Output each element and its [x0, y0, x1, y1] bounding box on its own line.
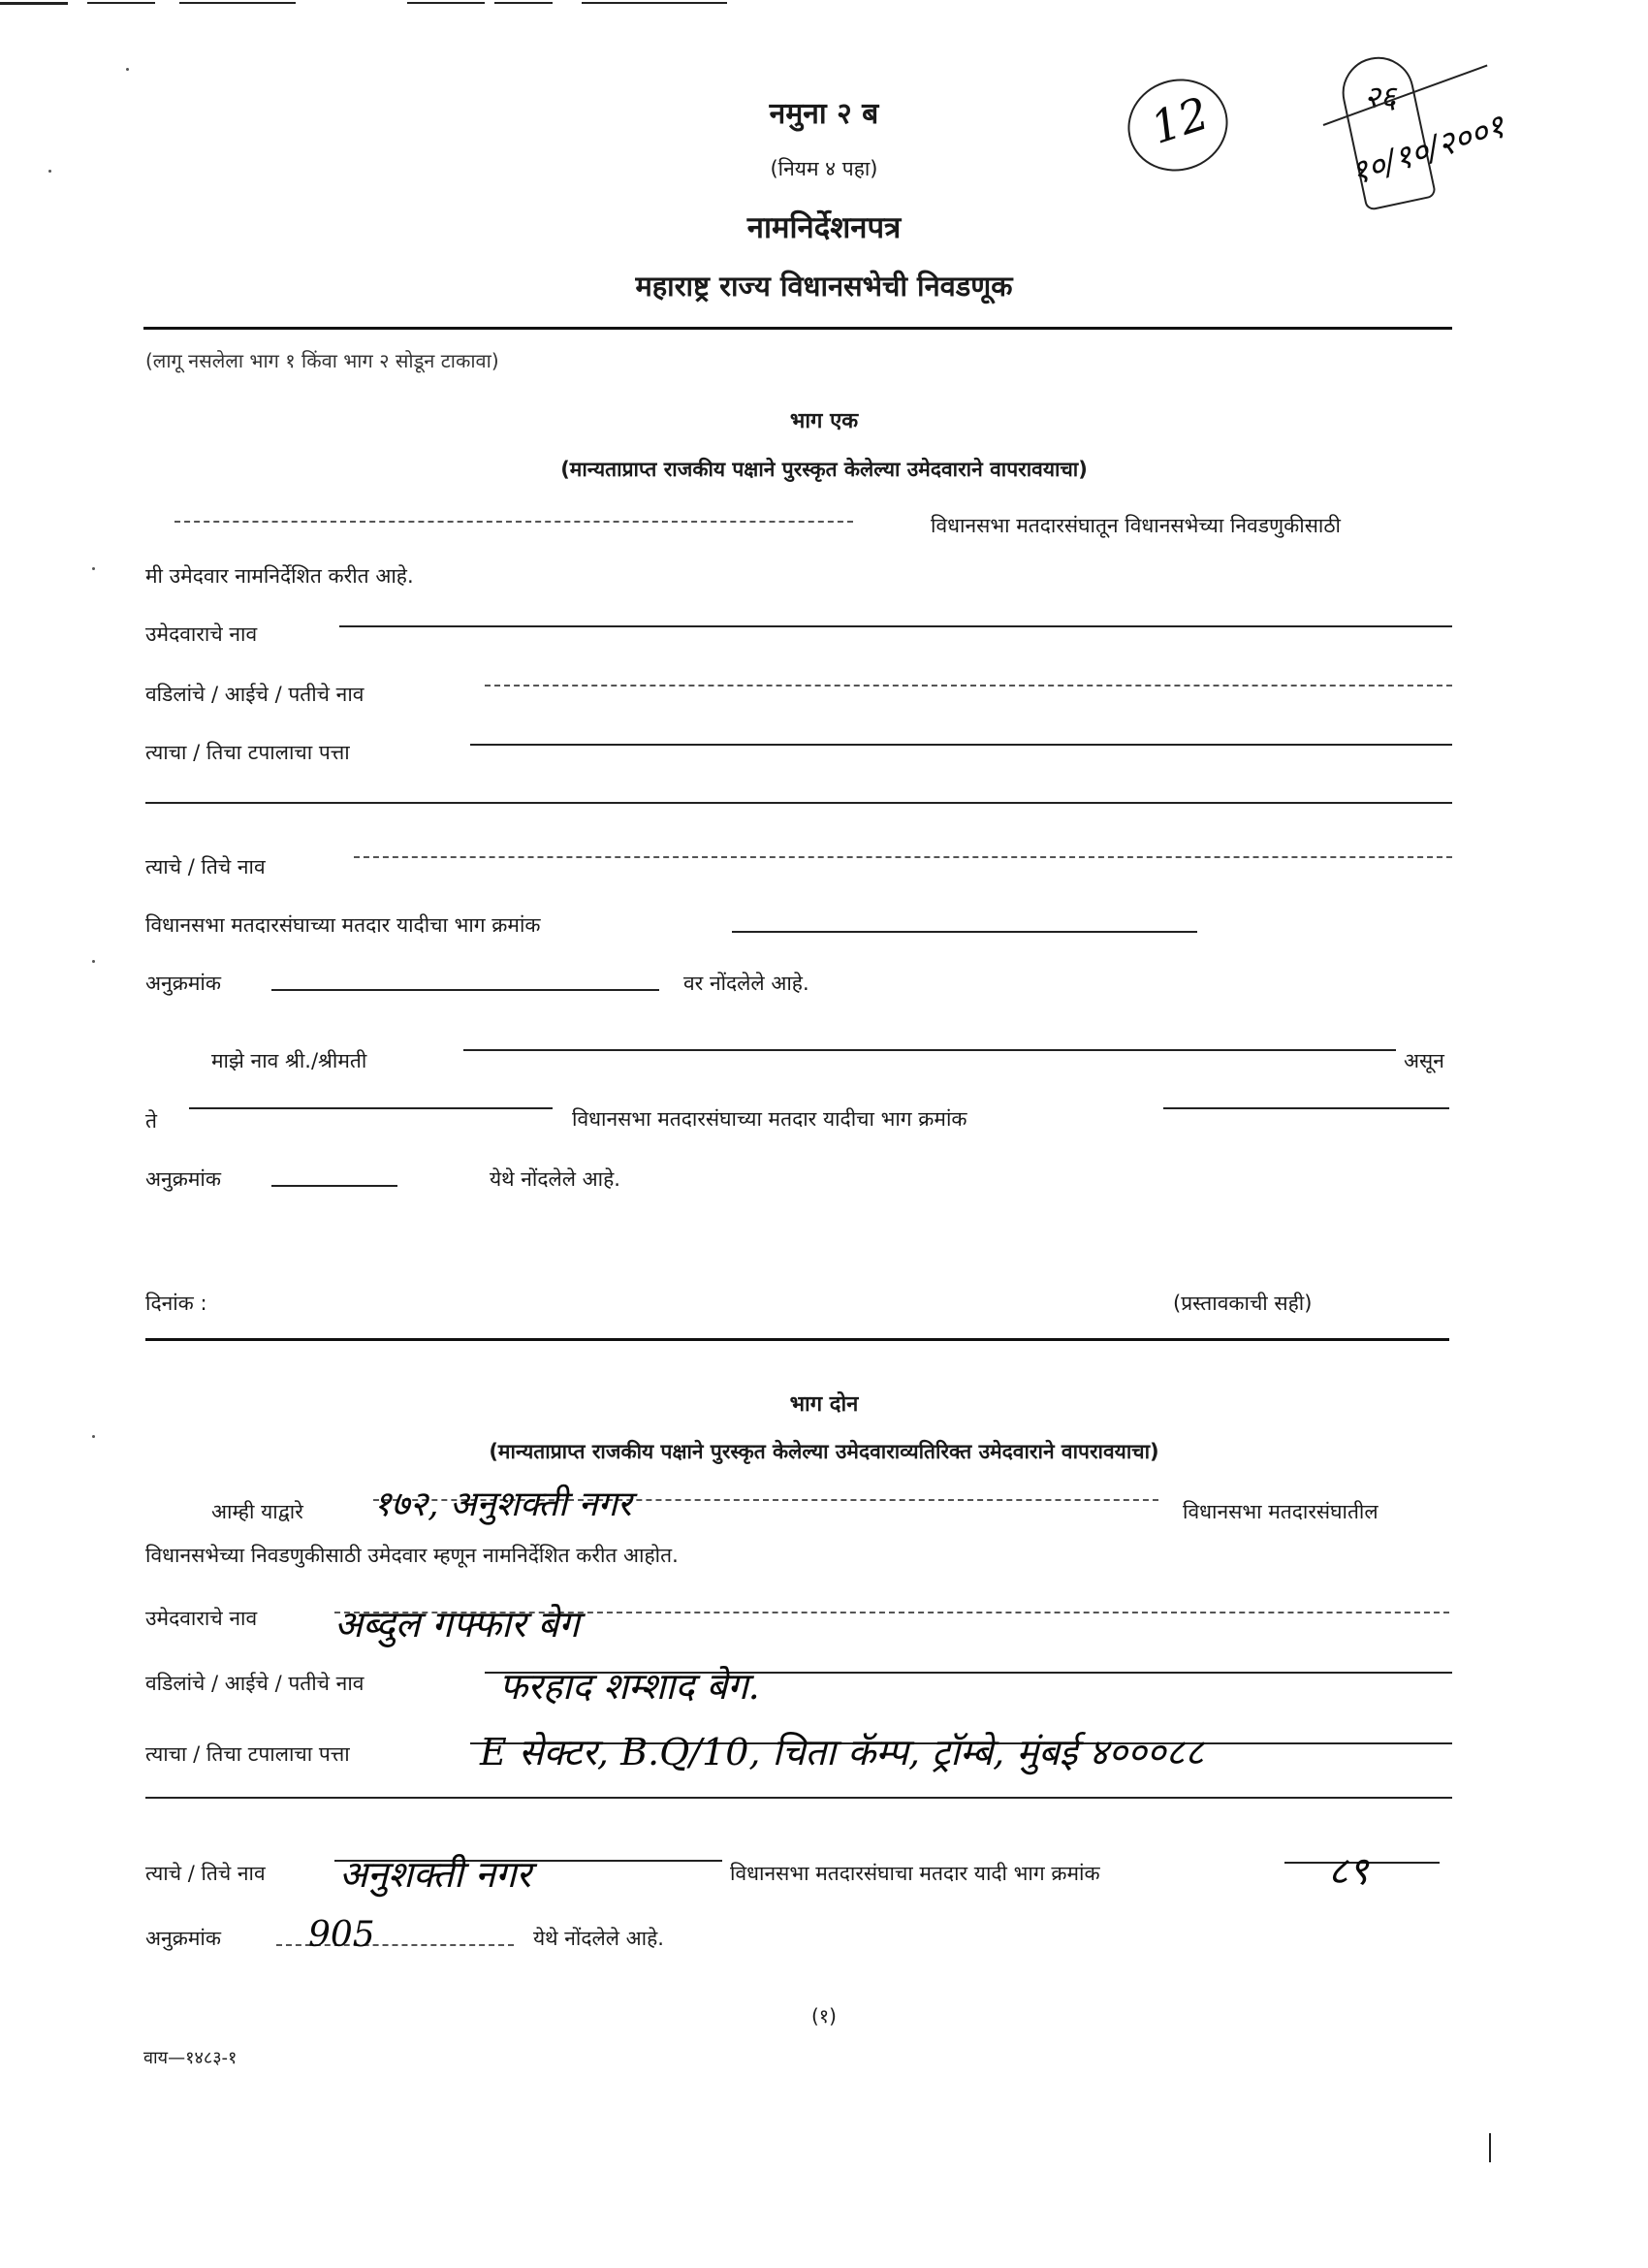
part-two-candidate-name-label: उमेदवाराचे नाव — [145, 1607, 258, 1630]
print-code: वाय—१४८३-१ — [143, 2048, 238, 2068]
instruction-text: (लागू नसलेला भाग १ किंवा भाग २ सोडून टाकावा) — [145, 349, 499, 372]
scan-speck — [92, 1435, 95, 1438]
page-number: (१) — [810, 2004, 837, 2028]
part-one-his-her-name-label: त्याचे / तिचे नाव — [145, 855, 266, 878]
part-one-part-number-label-2: विधानसभा मतदारसंघाच्या मतदार यादीचा भाग क्रमांक — [572, 1107, 967, 1131]
part-two-subheading: (मान्यताप्राप्त राजकीय पक्षाने पुरस्कृत केलेल्या उमेदवाराव्यतिरिक्त उमेदवाराने वापरावयाचा) — [489, 1440, 1159, 1463]
part-two-part-number-label: विधानसभा मतदारसंघाचा मतदार यादी भाग क्रमांक — [730, 1862, 1100, 1885]
part-two-part-number-value[interactable]: ८९ — [1328, 1849, 1369, 1894]
election-title: महाराष्ट्र राज्य विधानसभेची निवडणूक — [635, 270, 1013, 303]
part-two-registered-here-suffix: येथे नोंदलेले आहे. — [533, 1927, 664, 1950]
part-two-his-her-name-value[interactable]: अनुशक्ती नगर — [339, 1853, 531, 1896]
scan-speck — [92, 960, 95, 963]
part-one-parent-name-label: वडिलांचे / आईचे / पतीचे नाव — [145, 683, 364, 706]
part-one-te-field[interactable] — [189, 1107, 553, 1109]
part-two-parent-name-value[interactable]: फरहाद शम्शाद बेग. — [499, 1665, 760, 1708]
rule-reference: (नियम ४ पहा) — [770, 157, 878, 180]
part-one-address-field[interactable] — [470, 744, 1452, 746]
part-one-parent-name-field[interactable] — [485, 685, 1452, 687]
part-one-my-name-field[interactable] — [463, 1049, 1396, 1051]
part-divider — [145, 1338, 1449, 1341]
part-two-address-field-2[interactable] — [145, 1797, 1452, 1799]
stamp-annotation — [1323, 56, 1546, 211]
part-one-heading: भाग एक — [789, 409, 859, 433]
part-two-we-hereby-label: आम्ही याद्वारे — [211, 1500, 303, 1523]
part-one-candidate-name-field[interactable] — [339, 625, 1452, 627]
stamp-date: १०/१०/२००१ — [1346, 107, 1510, 194]
part-two-candidate-name-value[interactable]: अब्दुल गफ्फार बेग — [334, 1603, 580, 1645]
part-one-registered-here-suffix: येथे नोंदलेले आहे. — [490, 1167, 620, 1191]
part-two-nominate-line: विधानसभेच्या निवडणुकीसाठी उमेदवार म्हणून नामनिर्देशित करीत आहोत. — [145, 1544, 679, 1567]
scan-artifact-top — [0, 2, 950, 6]
proposer-signature-label: (प्रस्तावकाची सही) — [1173, 1292, 1313, 1315]
part-two-parent-name-label: वडिलांचे / आईचे / पतीचे नाव — [145, 1672, 364, 1695]
scan-speck — [48, 170, 51, 173]
scan-artifact-bar — [1489, 2133, 1491, 2162]
part-one-nominate-line: मी उमेदवार नामनिर्देशित करीत आहे. — [145, 564, 414, 588]
part-one-te-label: ते — [145, 1109, 157, 1133]
part-two-serial-value[interactable]: 905 — [308, 1915, 375, 1955]
part-one-his-her-name-field[interactable] — [354, 856, 1452, 858]
part-one-subheading: (मान्यताप्राप्त राजकीय पक्षाने पुरस्कृत केलेल्या उमेदवाराने वापरावयाचा) — [560, 458, 1088, 481]
part-one-candidate-name-label: उमेदवाराचे नाव — [145, 623, 258, 646]
part-two-heading: भाग दोन — [789, 1392, 859, 1417]
part-one-date-label: दिनांक : — [145, 1292, 207, 1315]
part-two-constituency-value[interactable]: १७२, अनुशक्ती नगर — [373, 1485, 632, 1524]
part-one-my-name-label: माझे नाव श्री./श्रीमती — [211, 1049, 367, 1072]
part-two-constituency-suffix: विधानसभा मतदारसंघातील — [1183, 1500, 1379, 1523]
part-two-serial-label: अनुक्रमांक — [145, 1927, 221, 1950]
part-two-his-her-name-label: त्याचे / तिचे नाव — [145, 1862, 266, 1885]
part-two-address-label: त्याचा / तिचा टपालाचा पत्ता — [145, 1742, 350, 1766]
part-one-serial-label-2: अनुक्रमांक — [145, 1167, 221, 1191]
part-one-address-field-2[interactable] — [145, 802, 1452, 804]
scan-speck — [92, 567, 95, 570]
form-title: नामनिर्देशनपत्र — [746, 210, 902, 245]
part-one-serial-label: अनुक्रमांक — [145, 972, 221, 995]
part-one-constituency-suffix: विधानसभा मतदारसंघातून विधानसभेच्या निवडणुकीसाठी — [931, 514, 1341, 537]
part-one-part-number-field[interactable] — [732, 931, 1197, 933]
circled-mark-text: 12 — [1144, 86, 1216, 154]
part-one-serial-field[interactable] — [271, 989, 659, 991]
part-one-part-number-field-2[interactable] — [1163, 1107, 1449, 1109]
part-one-part-number-label: विधानसभा मतदारसंघाच्या मतदार यादीचा भाग क्रमांक — [145, 913, 541, 937]
stamp-number: २६ — [1364, 79, 1397, 115]
header-divider — [143, 327, 1452, 330]
form-number: नमुना २ ब — [769, 97, 879, 131]
part-one-address-label: त्याचा / तिचा टपालाचा पत्ता — [145, 741, 350, 764]
part-one-serial-field-2[interactable] — [271, 1185, 397, 1187]
part-one-registered-suffix: वर नोंदलेले आहे. — [683, 972, 809, 995]
part-one-being-suffix: असून — [1404, 1049, 1444, 1072]
part-one-constituency-field[interactable] — [174, 521, 853, 523]
scan-speck — [126, 68, 129, 71]
part-two-address-value[interactable]: E सेक्टर, B.Q/10, चिता कॅम्प, ट्रॉम्बे, मुंबई ४०००८८ — [480, 1731, 1205, 1773]
